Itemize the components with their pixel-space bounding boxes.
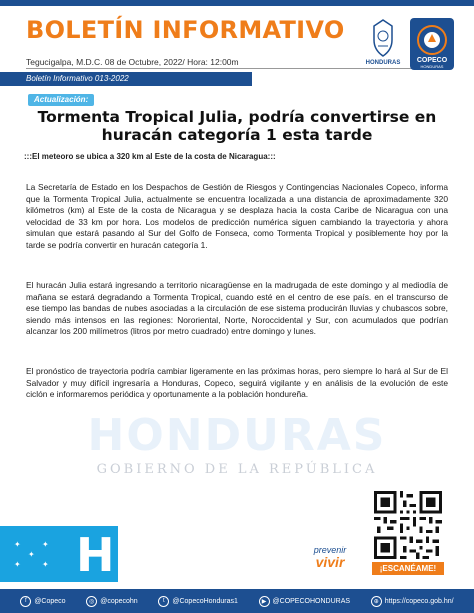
instagram-icon: ◎ <box>86 596 97 607</box>
svg-text:HONDURAS: HONDURAS <box>420 64 444 69</box>
prevenir-text: prevenir <box>313 545 347 555</box>
vivir-text: vivir <box>315 554 345 570</box>
update-tag: Actualización: <box>28 94 94 106</box>
body-paragraph-3: El pronóstico de trayectoria podría cambiar ligeramente en las próximas horas, pero siempre lo hará al Sur de El Salvador y muy difícil ingresaría a Honduras, Copeco, seguirá vigilante y en análisis de la evolución de este ciclón e informaremos periódica y oportunamente a la población hondureña. <box>26 366 448 400</box>
body-paragraph-1: La Secretaría de Estado en los Despachos de Gestión de Riesgos y Contingencias Nacionales Copeco, informa que la Tormenta Tropical Julia, actualmente se encuentra localizada a una distancia de aproximadamente 320 kilómetros (km) al Este de la costa de Nicaragua y se desplaza hacia la costa Caribe de Nicaragua con una velocidad de 33 km por hora. Los modelos de predicción numérica siguen cambiando la trayectoria y ahora simulan que estará pasando al Sur del Golfo de Fonseca, como Tormenta Tropical y posiblemente hoy por la tarde se podría convertir en huracán categoría 1. <box>26 182 448 250</box>
star-icon: ✦ <box>42 540 49 549</box>
bulletin-title: BOLETÍN INFORMATIVO <box>26 16 345 44</box>
star-icon: ✦ <box>28 550 35 559</box>
footer-social-link[interactable] <box>20 596 65 607</box>
footer-social-label: @copecohn <box>100 597 138 605</box>
header-divider <box>26 68 442 69</box>
footer-social-label: @Copeco <box>34 597 66 605</box>
twitter-icon: t <box>158 596 169 607</box>
footer-social-link[interactable] <box>371 596 454 607</box>
bulletin-date: Tegucigalpa, M.D.C. 08 de Octubre, 2022/ Hora: 12:00m <box>26 57 239 67</box>
footer-social-link[interactable] <box>259 596 351 607</box>
honduras-logo-text: HONDURAS <box>365 60 401 66</box>
scan-me-label: ¡ESCANÉAME! <box>372 562 444 575</box>
footer-social-label: https://copeco.gob.hn/ <box>384 597 454 605</box>
youtube-icon: ▶ <box>259 596 270 607</box>
government-seal-icon <box>368 18 398 58</box>
headline: Tormenta Tropical Julia, podría convertirse en huracán categoría 1 esta tarde <box>37 108 437 144</box>
watermark-honduras: HONDURAS <box>87 410 387 461</box>
copeco-logo <box>410 18 454 70</box>
body-paragraph-2: El huracán Julia estará ingresando a territorio nicaragüense en la madrugada de este domingo y al mediodía de mañana se estará degradando a Tormenta Tropical, cuando esté en el centro de ese país. en el transcurso de ese tiempo las bandas de nubes asociadas a la circulación de ese sistema producirán lluvias y chubascos sobre, siendo más intensos en las regiones: Nororiental, Norte, Noroccidental y Sur, con acumulados que podrían alcanzar los 200 milímetros (litros por metro cuadrado) entre domingo y lunes. <box>26 280 448 337</box>
footer-social-bar <box>0 589 474 613</box>
facebook-icon: f <box>20 596 31 607</box>
globe-icon: ⊕ <box>371 596 382 607</box>
bulletin-number: Boletín Informativo 013-2022 <box>26 74 129 83</box>
watermark-government: GOBIERNO DE LA REPÚBLICA <box>96 462 378 477</box>
star-icon: ✦ <box>42 560 49 569</box>
svg-text:COPECO: COPECO <box>416 57 448 64</box>
top-accent-bar <box>0 0 474 6</box>
footer-social-link[interactable] <box>158 596 237 607</box>
prevenir-vivir-logo <box>300 545 360 569</box>
footer-social-link[interactable] <box>86 596 137 607</box>
footer-social-label: @CopecoHonduras1 <box>172 597 238 605</box>
star-icon: ✦ <box>14 540 21 549</box>
subheadline: :::El meteoro se ubica a 320 km al Este de la costa de Nicaragua::: <box>24 152 276 161</box>
star-icon: ✦ <box>14 560 21 569</box>
qr-code[interactable] <box>374 491 442 559</box>
footer-social-label: @COPECOHONDURAS <box>272 597 351 605</box>
flag-letter: H <box>76 528 115 582</box>
